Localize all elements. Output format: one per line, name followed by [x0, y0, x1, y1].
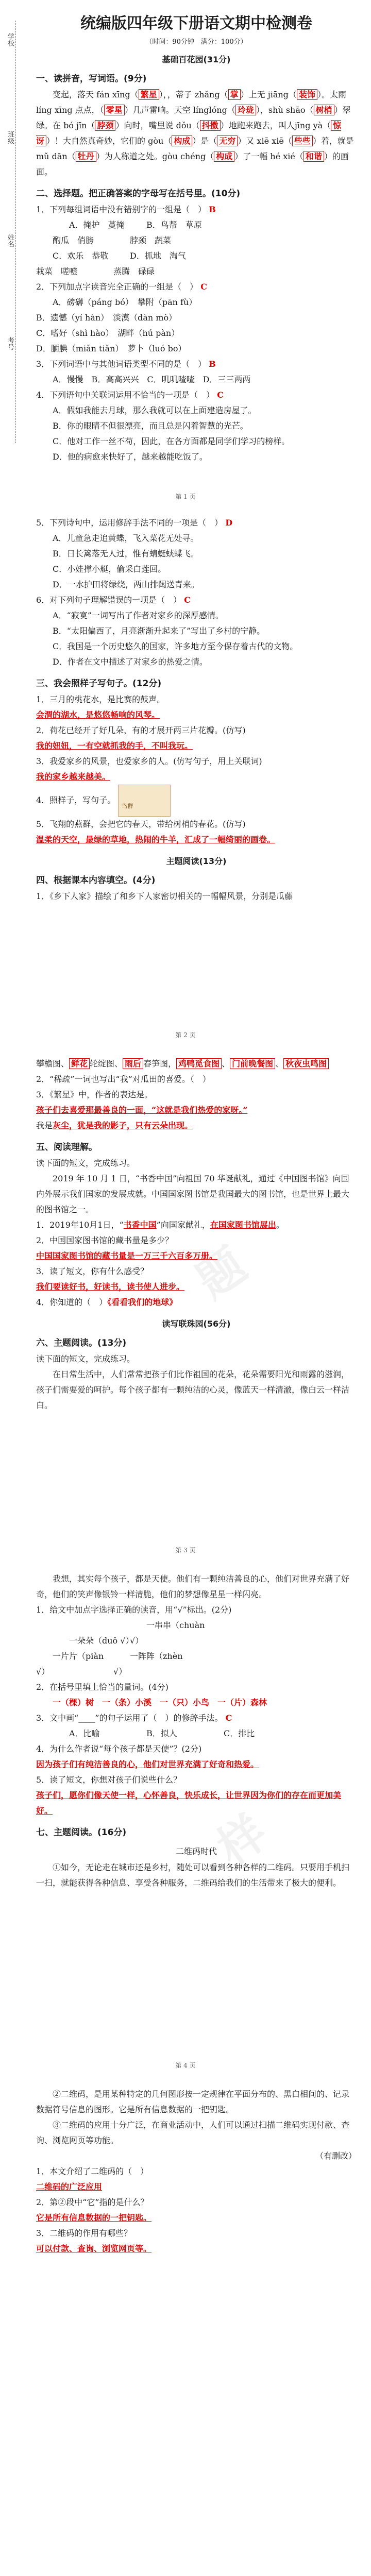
binding-line	[15, 21, 16, 443]
q4-item-3: 3．《繁星》中，作者的表达是。	[36, 1090, 153, 1099]
q7-title: 七、主题阅读。(16分)	[36, 1827, 127, 1838]
q5-q3-answer: 我们要读好书，好读书，读书使人进步。	[36, 1282, 185, 1292]
q5-q2: 2．中国国家图书馆的藏书量是多少？	[36, 1235, 174, 1245]
q6-q2-answer: 一（棵）树 一（条）小溪 一（只）小鸟 一（片）森林	[53, 1698, 267, 1707]
q6-intro: 读下面的短文，完成练习。	[36, 1354, 136, 1364]
q2-item-6-d: D．作者在文中描述了对家乡的热爱之情。	[53, 657, 208, 667]
q6-q4: 4．为什么作者说“每个孩子都是天使”？(2分)	[36, 1744, 202, 1754]
page-number-1: 第 1 页	[175, 493, 196, 500]
q3-item-2-answer: 我的妞妞，一有空就抓我的手，不叫我玩。	[36, 741, 193, 751]
q6-q4-answer: 因为孩子们有纯洁善良的心，他们对世界充满了好奇和热爱。	[36, 1759, 259, 1769]
q3-item-3-answer: 我的家乡越来越美。	[36, 772, 111, 782]
q2-title: 二、选择题。把正确答案的字母写在括号里。(10分)	[36, 189, 241, 199]
q6-q1: 1．给文中加点字选择正确的读音，用“√”标出。(2分)	[36, 1605, 232, 1615]
q1-title: 一、读拼音，写词语。(9分)	[36, 74, 147, 84]
page-number-3: 第 3 页	[175, 1547, 196, 1554]
binding-name: 姓名	[5, 232, 15, 249]
q2-item-4-c: C．他对工作一丝不苟，因此，在各方面都是同学们学习的榜样。	[53, 436, 290, 446]
q2-item-4: 4．下列语句中关联词运用不恰当的一项是（ ） C	[36, 390, 224, 400]
q2-item-1-opts: A．掩护 蔓掩 酌瓜 俏膀B．鸟帮 草原 脖颈 蔬菜 C．欢乐 恭敬 栽菜 嗟嘘D．抓地 淘气 蒸腾 碌碌	[36, 220, 210, 276]
q4-item-3-answer: 孩子们去喜爱那最善良的一面，“这就是我们热爱的家呀。”	[36, 1105, 248, 1115]
q7-q2-answer: 它是所有信息数据的一把钥匙。	[36, 2213, 152, 2223]
q6-passage-cont: 我想，其实每个孩子，都是天使。他们有一颗纯洁善良的心，他们对世界充满了好奇，他们的笑声像银铃一样清脆，他们的梦想像星星一样闪亮。	[36, 1574, 350, 1599]
q6-q2: 2．在括号里填上恰当的量词。(4分)	[36, 1682, 168, 1692]
section-theme-reading: 主题阅读(13分)	[166, 856, 227, 866]
q7-para-2: ②二维码，是用某种特定的几何图形按一定规律在平面分布的、黑白相间的、记录数据符号信息的图形。它是所有信息数据的一把钥匙。	[36, 2089, 350, 2114]
q2-item-4-d: D．他的病愈来快好了，越来越能吃饭了。	[53, 452, 208, 462]
q3-item-4: 4．照样子，写句子。 鸟群	[36, 785, 357, 817]
q7-para-1: ①如今，无论走在城市还是乡村，随处可以看到各种各样的二维码。只要用手机扫一扫，就能获得各种信息、享受各种服务，二维码给我们的生活带来了极大的便利。	[36, 1862, 350, 1888]
watermark: 题	[187, 1238, 256, 1309]
q2-item-4-a: A．假如我能去月球，那么我就可以在上面建造房屋了。	[53, 405, 257, 415]
binding-margin	[0, 0, 32, 464]
q6-passage: 在日常生活中，人们常常把孩子们比作祖国的花朵，花朵需要阳光和雨露的滋润，孩子们需要爱的呵护。每个孩子都有一颗纯洁的心灵，像蓝天一样清澈，像白云一样洁白。	[36, 1369, 350, 1410]
q5-q4: 4．你知道的（ ）《看看我们的地球》	[36, 1297, 178, 1307]
q2-item-1: 1．下列每组词语中没有错别字的一组是（ ） B	[36, 205, 216, 214]
q2-item-3-opts: A．慢慢 B．高高兴兴 C．叽叽喳喳 D．三三两两	[53, 375, 251, 384]
q5-passage: 2019 年 10 月 1 日，“书香中国”向祖国 70 华诞献礼，通过《中国图书馆》向国内外展示我们国家的发展成就。中国国家图书馆是我国最大的图书馆，也是世界上最大的图书馆之一。	[36, 1174, 350, 1214]
page-2	[36, 515, 357, 904]
q6-q3: 3．文中画“____”的句子运用了（ ）的修辞手法。 C	[36, 1713, 232, 1723]
page-number-4: 第 4 页	[175, 2062, 196, 2069]
q3-title: 三、我会照样子写句子。(12分)	[36, 679, 162, 689]
page-5	[36, 2087, 357, 2257]
exam-meta: （时间：90分钟 满分：100分）	[145, 38, 247, 46]
q7-q3: 3．二维码的作用有哪些？	[36, 2228, 132, 2238]
q3-item-5-answer: 温柔的天空，最绿的草地，热闹的牛羊，汇成了一幅绮丽的画卷。	[36, 835, 276, 844]
q6-q3-opts: A．比喻 B．拟人 C．排比	[69, 1728, 255, 1738]
q2-item-2: 2．下列加点字读音完全正确的一组是（ ） C	[36, 282, 208, 292]
q1-line: 变起，落天 fán xīng（ 繁星 ），，蒂子 zhǎng（ 掌 ）上无 jiāng（ 装饰 ）。太雨 líng xīng 点点，（ 零星 ）几声雷响。天空 línglóng（ 玲珑 ），shù shāo（ 树梢 ）翠绿。在 bó jīn（ 脖颈 ）向时，嘴里说 dǒu（ 抖擞 ）地跑来跑去，叫人jīng yà（ 惊讶 ）！大自然真奇妙，它们的 gòu（ 构成 ）是（ 无穷 ）又 xiē xiē（ 些些 ）着，就是 mǔ dān（ 牡丹 ）为人称道之处。gòu chéng（ 构成 ）了一幅 hé xié（ 和谐 ）的画面。	[36, 90, 354, 177]
page-1	[36, 10, 357, 465]
q5-q2-answer: 中国国家图书馆的藏书量是一万三千六百多万册。	[36, 1251, 218, 1261]
q2-item-5-b: B．日长篱落无人过，惟有蜻蜓蛱蝶飞。	[53, 549, 199, 558]
q2-item-6-b: B．“太阳偏西了，月亮渐渐升起来了”写出了乡村的宁静。	[53, 626, 265, 636]
q4-item-4: 我是灰尘，犹是我的影子，只有云朵出现。	[36, 1121, 193, 1130]
watermark: 样	[207, 1805, 277, 1876]
q7-q1: 1．本文介绍了二维码的（ ）	[36, 2166, 149, 2176]
bird-flock-image: 鸟群	[118, 785, 171, 817]
q5-title: 五、阅读理解。	[36, 1142, 97, 1153]
q4-item-2: 2．“稀疏”一词也写出“我”对瓜田的喜爱。（ ）	[36, 1074, 211, 1084]
q3-item-1: 1．三月的桃花水，是比赛的鼓声。	[36, 694, 165, 704]
q2-item-3: 3．下列词语中与其他词语类型不同的是（ ） B	[36, 359, 216, 369]
section-basics: 基础百花园(31分)	[162, 55, 231, 64]
binding-school: 学校	[5, 31, 15, 48]
q3-item-1-answer: 会渭的湖水，是悠悠畅响的风琴。	[36, 710, 160, 720]
q2-item-4-b: B．你的眼睛不但很漂亮，而且总是闪着智慧的光芒。	[53, 421, 248, 431]
q2-item-6: 6．对下列句子理解错误的一项是（ ） C	[36, 595, 191, 605]
page-4	[36, 1571, 357, 1891]
q6-q5: 5．读了短文，你想对孩子们说些什么？	[36, 1775, 182, 1785]
page-number-2: 第 2 页	[175, 1031, 196, 1039]
q7-source: （有删改）	[315, 2151, 357, 2161]
q4-item-1: 1．《乡下人家》描绘了和乡下人家密切相关的一幅幅风景，分别是瓜藤	[36, 891, 293, 901]
q2-item-5-d: D．一水护田将绿绕，两山排闼送青来。	[53, 580, 199, 589]
q6-q5-answer: 孩子们，愿你们像天使一样，心怀善良，快乐成长，让世界因为你们的存在而更加美好。	[36, 1790, 342, 1816]
q3-item-5: 5．飞翔的燕群，会把它的春天，带给树梢的春花。(仿写)	[36, 819, 246, 829]
q4-title: 四、根据课本内容填空。(4分)	[36, 875, 156, 886]
q7-q3-answer: 可以付款、查询、浏览网页等。	[36, 2244, 152, 2253]
q5-q3: 3．读了短文，你有什么感受？	[36, 1266, 149, 1276]
page-3	[36, 1056, 357, 1413]
q2-item-2-opts: A．磅礴（páng bó） 攀附（pān fù） B．遗憾（yí hàn） 淡漠（dàn mò） C．嗜好（shì hào） 湖畔（hú pàn） D．腼腆（miǎn tiǎn） 萝卜（luó bo）	[36, 297, 197, 353]
section-reading-writing: 读写联珠园(56分)	[162, 1319, 231, 1329]
binding-class: 班级	[5, 129, 15, 146]
q7-para-3: ③二维码的应用十分广泛，在商业活动中，人们可以通过扫描二维码实现付款、查询、浏览网页等功能。	[36, 2120, 350, 2145]
q7-heading: 二维码时代	[175, 1846, 217, 1856]
page-title: 统编版四年级下册语文期中检测卷	[80, 14, 312, 32]
q2-item-5-a: A．儿童急走追黄蝶，飞入菜花无处寻。	[53, 533, 199, 543]
q6-q1-opts: 一朵朵（duǒ √）一串串（chuàn √） 一片片（piàn √）一阵阵（zhèn √）	[36, 1620, 205, 1676]
q5-intro: 读下面的短文，完成练习。	[36, 1158, 136, 1168]
q6-title: 六、主题阅读。(13分)	[36, 1338, 127, 1348]
q2-item-5: 5．下列诗句中，运用修辞手法不同的一项是（ ） D	[36, 518, 233, 528]
q2-item-5-c: C．小娃撑小艇，偷采白莲回。	[53, 564, 166, 574]
q3-item-2: 2．荷花已经开了好几朵，有的才展开两三片花瓣。(仿写)	[36, 725, 246, 735]
binding-number: 考号	[5, 335, 15, 352]
q2-item-6-a: A．“寂寞”一词写出了作者对家乡的深厚感情。	[53, 611, 224, 620]
q7-q1-answer: 二维码的广泛应用	[36, 2182, 103, 2192]
q7-q2: 2．第②段中“它”指的是什么？	[36, 2197, 149, 2207]
q4-item-1-cont: 攀檐图、 鲜花 轮绽图、 雨后 春笋图， 鸡鸭觅食图 、 门前晚餐图 、 秋夜虫鸣图	[36, 1056, 357, 1072]
q3-item-3: 3．我爱家乡的风景，也爱家乡的人。(仿写句子，用上关联词)	[36, 756, 262, 766]
q2-item-6-c: C．我国是一个历史悠久的国家，许多地方至今保存着古代的文物。	[53, 641, 298, 651]
q5-q1: 1．2019年10月1日，“书香中国”向国家献礼，在国家图书馆展出。	[36, 1220, 284, 1230]
